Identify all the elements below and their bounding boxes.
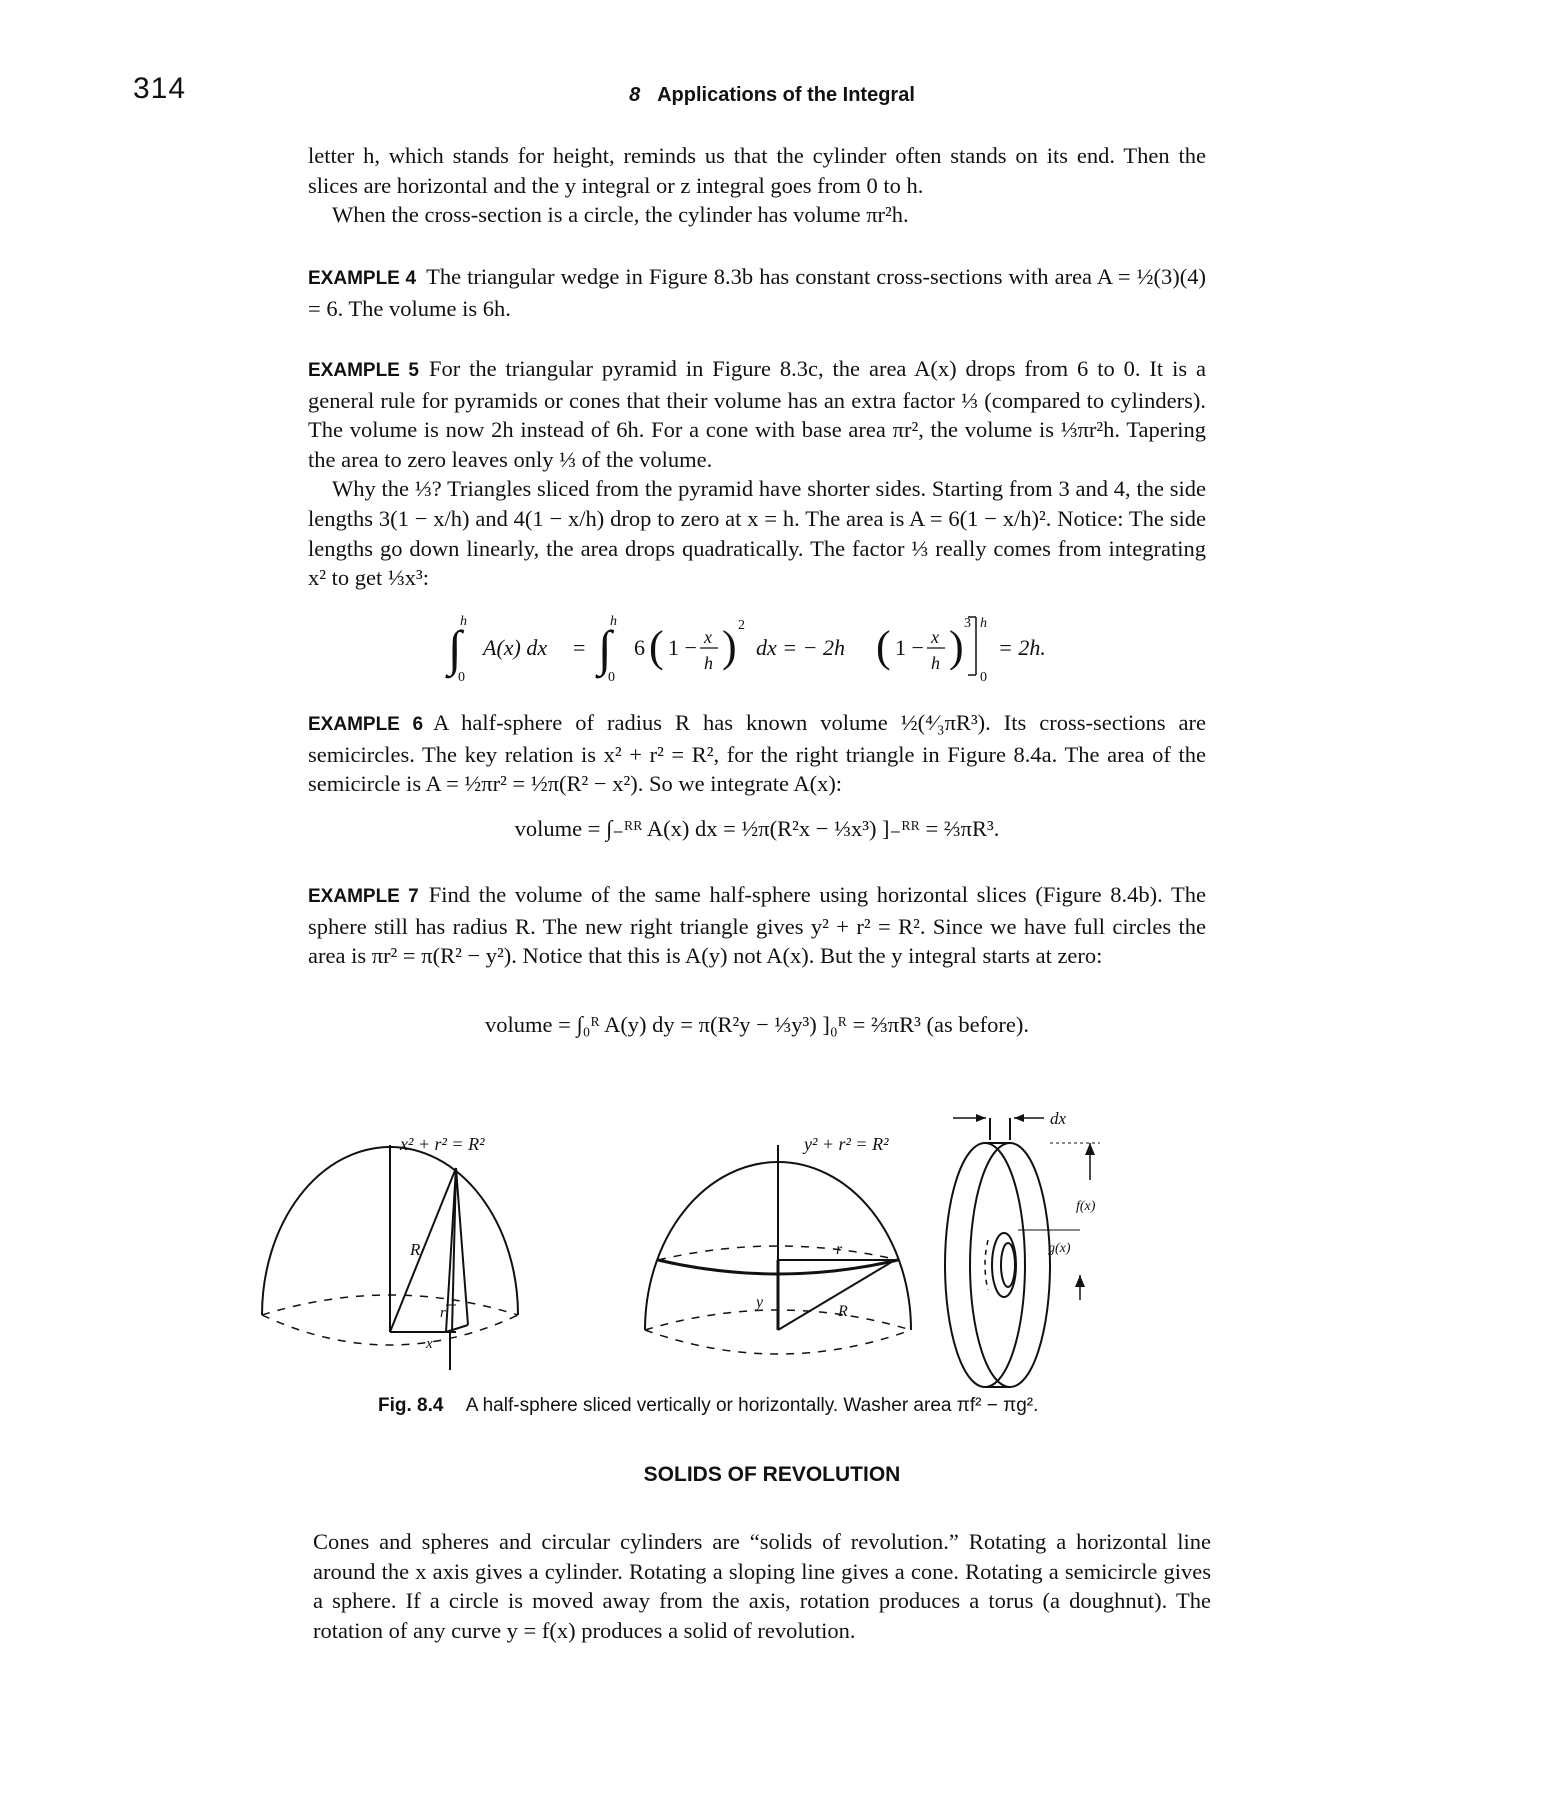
svg-text:x: x — [931, 627, 939, 647]
figure-a-relation: x² + r² = R² — [400, 1134, 485, 1154]
equation-vertical-slices: volume = ∫₋ᴿᴿ A(x) dx = ½π(R²x − ⅓x³) ]₋ᴿᴿ = ⅔πR³. — [514, 816, 1000, 841]
svg-text:0: 0 — [458, 670, 465, 685]
svg-text:h: h — [610, 614, 617, 629]
svg-text:=: = — [573, 635, 586, 660]
figure-c-washer — [945, 1118, 1100, 1387]
svg-text:3: 3 — [964, 616, 971, 631]
solids-paragraph — [313, 1527, 1211, 1645]
svg-text:1 −: 1 − — [668, 635, 697, 660]
eq1-lhs: A(x) dx — [483, 635, 548, 660]
svg-text:∫: ∫ — [448, 620, 462, 676]
svg-text:0: 0 — [980, 670, 987, 685]
intro-p2: When the cross-section is a circle, the cylinder has volume πr²h. — [332, 202, 909, 228]
svg-text:h: h — [931, 653, 940, 673]
figure-c-f: f(x) — [1076, 1199, 1096, 1214]
page-number: 314 — [133, 72, 187, 105]
svg-text:): ) — [722, 622, 737, 671]
chapter-number: 8 — [629, 84, 641, 106]
example-5 — [308, 354, 1206, 593]
example-7 — [308, 880, 1206, 971]
figure-c-dx: dx — [1050, 1109, 1067, 1128]
figure-b-relation: y² + r² = R² — [804, 1134, 889, 1154]
section-heading: SOLIDS OF REVOLUTION — [643, 1463, 901, 1486]
figure-caption — [378, 1395, 1038, 1417]
svg-text:∫: ∫ — [598, 620, 612, 676]
example-5-text: For the triangular pyramid in Figure 8.3c, the area A(x) drops from 6 to 0. It is a general rule for pyramids or cones that their volume has an extra factor ⅓ (compared to cylinders). The volume is now 2h instead of 6h. For a cone with base area πr², the volume is ⅓πr²h. Tapering the area to zero leaves only ⅓ of the volume. — [308, 356, 1206, 472]
eq1-mid: dx = − 2h — [756, 635, 845, 660]
svg-text:(: ( — [649, 622, 664, 671]
svg-text:h: h — [460, 614, 467, 629]
figure-c-g: g(x) — [1048, 1241, 1071, 1256]
intro-paragraph — [308, 141, 1206, 230]
solids-text: Cones and spheres and circular cylinders are “solids of revolution.” Rotating a horizontal line around the x axis gives a cylinder. Rotating a sloping line gives a cone. Rotating a semicircle gives a sphere. If a circle is moved away from the axis, rotation produces a torus (a doughnut). The rotation of any curve y = f(x) produces a solid of revolution. — [313, 1529, 1211, 1643]
example-6-label: EXAMPLE 6 — [308, 714, 424, 735]
eq1-rhs: = 2h. — [998, 635, 1046, 660]
figure-a-r: r — [440, 1305, 446, 1321]
eq1-six: 6 — [634, 635, 645, 660]
figure-b-R: R — [838, 1303, 848, 1320]
equation-pyramid — [308, 607, 1206, 693]
figure-b-y: y — [756, 1294, 764, 1311]
example-7-text: Find the volume of the same half-sphere using horizontal slices (Figure 8.4b). The sphere still has radius R. The new right triangle gives y² + r² = R². Since we have full circles the area is πr² = π(R² − y²). Notice that this is A(y) not A(x). But the y integral starts at zero: — [308, 882, 1206, 969]
example-4-label: EXAMPLE 4 — [308, 268, 417, 289]
example-6-text: A half-sphere of radius R has known volume ½(⁴⁄₃πR³). Its cross-sections are semicircles. The key relation is x² + r² = R², for the right triangle in Figure 8.4a. The area of the semicircle is A = ½πr² = ½π(R² − x²). So we integrate A(x): — [308, 710, 1206, 797]
running-head — [0, 84, 1544, 107]
svg-text:(: ( — [876, 622, 891, 671]
figure-caption-label: Fig. 8.4 — [378, 1395, 444, 1416]
example-5-p2: Why the ⅓? Triangles sliced from the pyramid have shorter sides. Starting from 3 and 4, the side lengths 3(1 − x/h) and 4(1 − x/h) drop to zero at x = h. The area is A = 6(1 − x/h)². Notice: The side lengths go down linearly, the area drops quadratically. The factor ⅓ really comes from integrating x² to get ⅓x³: — [308, 476, 1206, 591]
equation-horizontal-slices: volume = ∫₀ᴿ A(y) dy = π(R²y − ⅓y³) ]₀ᴿ = ⅔πR³ (as before). — [485, 1012, 1029, 1037]
svg-text:h: h — [980, 616, 987, 631]
figure-caption-text: A half-sphere sliced vertically or horizontally. Washer area πf² − πg². — [465, 1395, 1039, 1416]
example-4-text: The triangular wedge in Figure 8.3b has constant cross-sections with area A = ½(3)(4) = 6. The volume is 6h. — [308, 264, 1206, 321]
figure-a-vertical-slice — [262, 1145, 518, 1370]
svg-text:): ) — [949, 622, 964, 671]
example-4 — [308, 262, 1206, 323]
example-6 — [308, 708, 1206, 799]
chapter-title: Applications of the Integral — [657, 84, 915, 106]
figure-a-x: x — [426, 1336, 433, 1352]
figure-b-horizontal-slice — [645, 1145, 911, 1354]
svg-text:x: x — [704, 627, 712, 647]
example-7-label: EXAMPLE 7 — [308, 886, 419, 907]
svg-text:1 −: 1 − — [895, 635, 924, 660]
example-5-label: EXAMPLE 5 — [308, 360, 419, 381]
svg-text:h: h — [704, 653, 713, 673]
intro-p1: letter h, which stands for height, reminds us that the cylinder often stands on its end. Then the slices are horizontal and the y integral or z integral goes from 0 to h. — [308, 143, 1206, 198]
figure-a-R: R — [410, 1240, 421, 1259]
svg-text:2: 2 — [738, 618, 745, 633]
svg-text:0: 0 — [608, 670, 615, 685]
figure-b-r: r — [836, 1241, 843, 1258]
figure-8-4 — [250, 1100, 1250, 1390]
